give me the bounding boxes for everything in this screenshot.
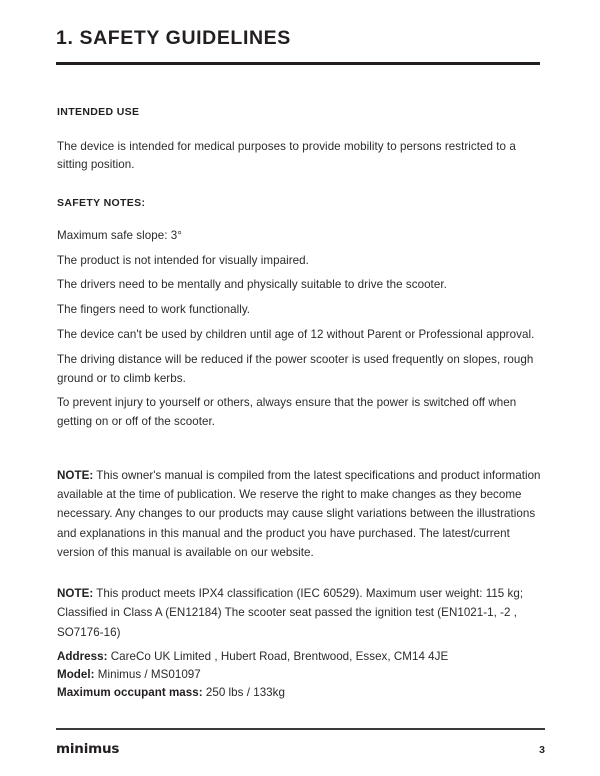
- manufacturer-details: [57, 648, 541, 702]
- footer-divider: [56, 728, 545, 730]
- list-item: The product is not intended for visually impaired.: [57, 253, 309, 267]
- max-occupant-mass-value: 250 lbs / 133kg: [202, 685, 285, 699]
- list-item: The device can't be used by children until age of 12 without Parent or Professional approval.: [57, 327, 535, 341]
- page-footer: [56, 741, 545, 757]
- address-value: CareCo UK Limited , Hubert Road, Brentwood, Essex, CM14 4JE: [107, 650, 449, 663]
- model-label: Model:: [57, 667, 95, 681]
- main-content: [57, 106, 545, 653]
- note-paragraph-certification: [57, 584, 541, 642]
- safety-notes-list: [57, 227, 541, 432]
- model-value: Minimus / MS01097: [94, 667, 201, 681]
- max-occupant-mass-row: [57, 684, 541, 702]
- note-text: This owner's manual is compiled from the latest specifications and product information available at the time of publication. We reserve the right to make changes as they become necessary. Any changes to our products may cause slight variations between the illustrations and explanations in this manual and the product you have purchased. The latest/current version of this manual is available on our website.: [57, 468, 541, 559]
- address-row: [57, 648, 541, 666]
- list-item: The driving distance will be reduced if the power scooter is used frequently on slopes, rough ground or to climb kerbs.: [57, 352, 534, 385]
- address-label: Address:: [57, 650, 108, 663]
- header-divider: [56, 62, 540, 65]
- safety-notes-heading: SAFETY NOTES:: [57, 197, 146, 210]
- intended-use-paragraph: The device is intended for medical purposes to provide mobility to persons restricted to a sitting position.: [57, 139, 516, 172]
- model-row: [57, 666, 541, 684]
- note-label: NOTE:: [57, 587, 94, 601]
- intended-use-heading: INTENDED USE: [57, 106, 140, 118]
- list-item: To prevent injury to yourself or others, always ensure that the power is switched off when getting on or off of the scooter.: [57, 396, 517, 429]
- page-title: 1. SAFETY GUIDELINES: [56, 27, 291, 49]
- note-text: This product meets IPX4 classification (IEC 60529). Maximum user weight: 115 kg; Classified in Class A (EN12184) The scooter seat passed the ignition test (EN1021-1, -2 , SO7176-16): [57, 587, 524, 639]
- max-occupant-mass-label: Maximum occupant mass:: [57, 685, 203, 699]
- list-item: Maximum safe slope: 3°: [57, 228, 182, 242]
- list-item: The drivers need to be mentally and physically suitable to drive the scooter.: [57, 278, 447, 292]
- chapter-header: [56, 28, 542, 65]
- brand-logo: minimus: [56, 741, 120, 757]
- note-label: NOTE:: [57, 468, 94, 482]
- note-paragraph-manual: [57, 466, 541, 562]
- page-number: 3: [539, 744, 545, 756]
- list-item: The fingers need to work functionally.: [57, 303, 251, 317]
